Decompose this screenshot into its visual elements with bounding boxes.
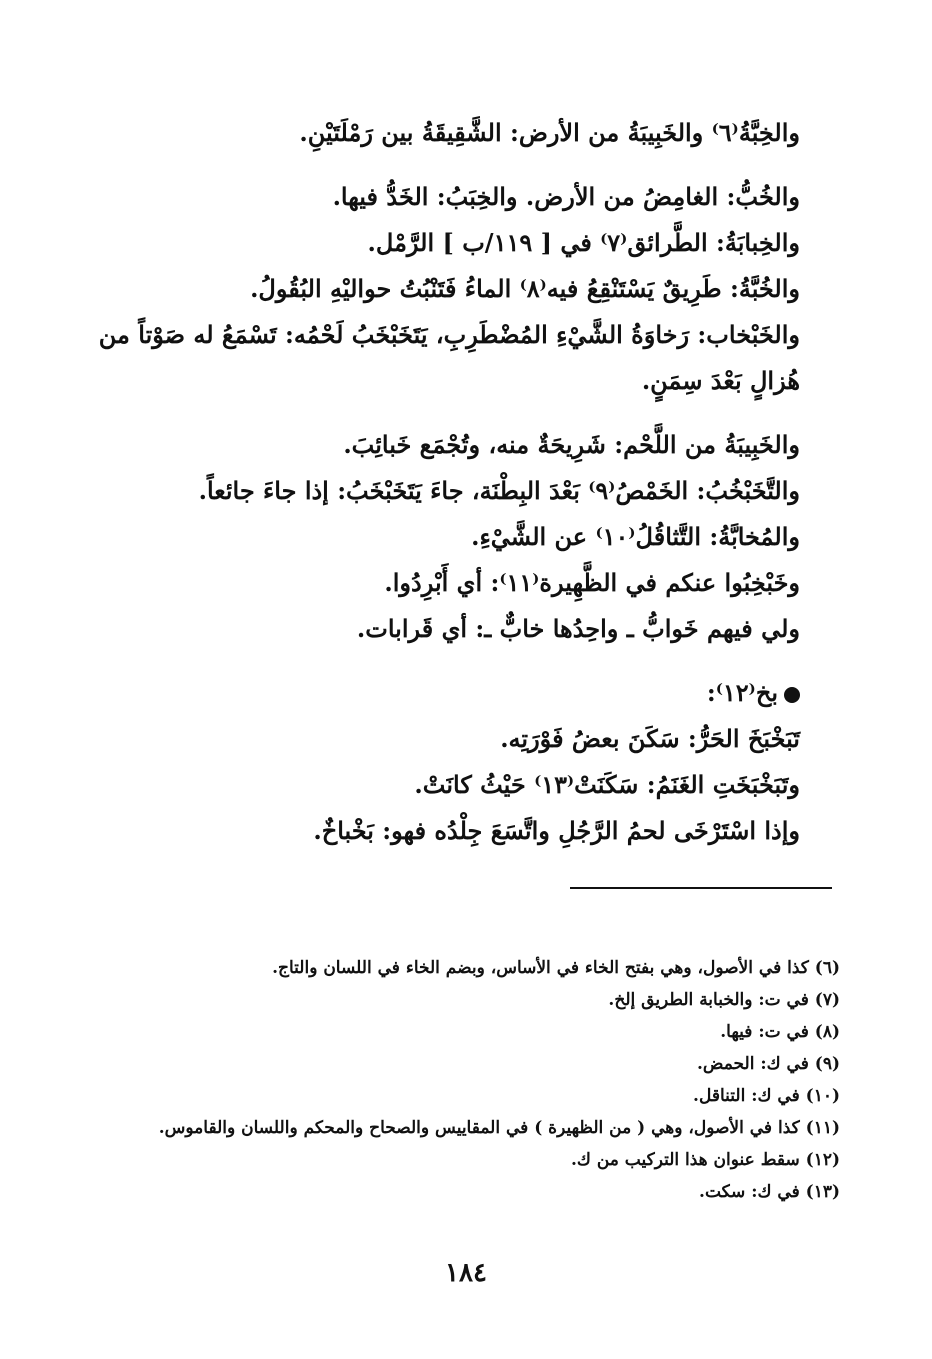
text-line: وخَبْخِبُوا عنكم في الظَّهِيرة⁽١١⁾: أي أَبْرِدُوا.: [384, 568, 800, 597]
heading-text: بخ⁽١٢⁾:: [706, 678, 778, 707]
footnote: (٩) في ك: الحمض.: [696, 1054, 840, 1074]
text-line: ولي فيهم خَوابُّ ـ واحِدُها خابٌّ ـ: أي قَرابات.: [356, 614, 800, 643]
bullet-icon: [784, 687, 800, 703]
text-line: وإذا اسْتَرْخَى لحمُ الرَّجُلِ واتَّسَعَ جِلْدُه فهو: بَخْباخٌ.: [313, 816, 800, 845]
footnote: (٦) كذا في الأصول، وهي بفتح الخاء في الأساس، وبضم الخاء في اللسان والتاج.: [272, 958, 840, 978]
text-line: تَبَخْبَخَ الحَرُّ: سَكَنَ بعضُ فَوْرَتِه.: [500, 724, 800, 753]
text-line: والخُبَّةُ: طَرِيقٌ يَسْتَنْقِعُ فيه⁽٨⁾ الماءُ فَتَنْبُتُ حواليْهِ البُقُولُ.: [250, 274, 800, 303]
text-line: وتَبَخْبَخَتِ الغَنَمُ: سَكَنَتْ⁽١٣⁾ حَيْثُ كانَتْ.: [414, 770, 800, 799]
footnote-divider: [570, 887, 832, 889]
footnote: (٨) في ت: فيها.: [720, 1022, 840, 1042]
main-text: [80, 110, 800, 854]
footnote: (١٢) سقط عنوان هذا التركيب من ك.: [570, 1150, 840, 1170]
text-line: والمُخابَّةُ: التَّثاقُلُ⁽١٠⁾ عن الشَّيْءِ.: [471, 522, 800, 551]
text-line: هُزالٍ بَعْدَ سِمَنٍ.: [641, 366, 800, 395]
text-line: والخِبابَةُ: الطَّرائق⁽٧⁾ في [ ١١٩/ب ] الرَّمْل.: [367, 228, 800, 257]
text-line: والخِبَّةُ⁽٦⁾ والخَبِيبَةُ من الأرض: الشَّقِيقَةُ بين رَمْلَتَيْنِ.: [299, 118, 800, 147]
section-heading: [80, 670, 800, 716]
page-number: ١٨٤: [445, 1258, 487, 1288]
text-line: والخَبِيبَةُ من اللَّحْم: شَرِيحَةٌ منه، وتُجْمَع خَبائِبَ.: [343, 430, 800, 459]
footnotes: [150, 952, 840, 1208]
footnote: (١١) كذا في الأصول، وهي ( من الظهيرة ) في المقاييس والصحاح والمحكم واللسان والقاموس.: [158, 1118, 840, 1138]
footnote: (١٠) في ك: التناقل.: [693, 1086, 840, 1106]
footnote: (٧) في ت: والخبابة الطريق إلخ.: [608, 990, 840, 1010]
text-line: والخَبْخاب: رَخاوَةُ الشَّيْءِ المُضْطَرِبِ، يَتَخَبْخَبُ لَحْمُه: تَسْمَعُ له صَوْتاً من: [98, 320, 800, 349]
text-line: والتَّخَبْخُبُ: الخَمْصُ⁽٩⁾ بَعْدَ البِطْنَة، جاءَ يَتَخَبْخَبُ: إذا جاءَ جائعاً.: [198, 476, 800, 505]
text-line: والخُبُّ: الغامِضُ من الأرض. والخِبَبُ: الخَدُّ فيها.: [332, 182, 800, 211]
footnote: (١٣) في ك: سكت.: [699, 1182, 840, 1202]
